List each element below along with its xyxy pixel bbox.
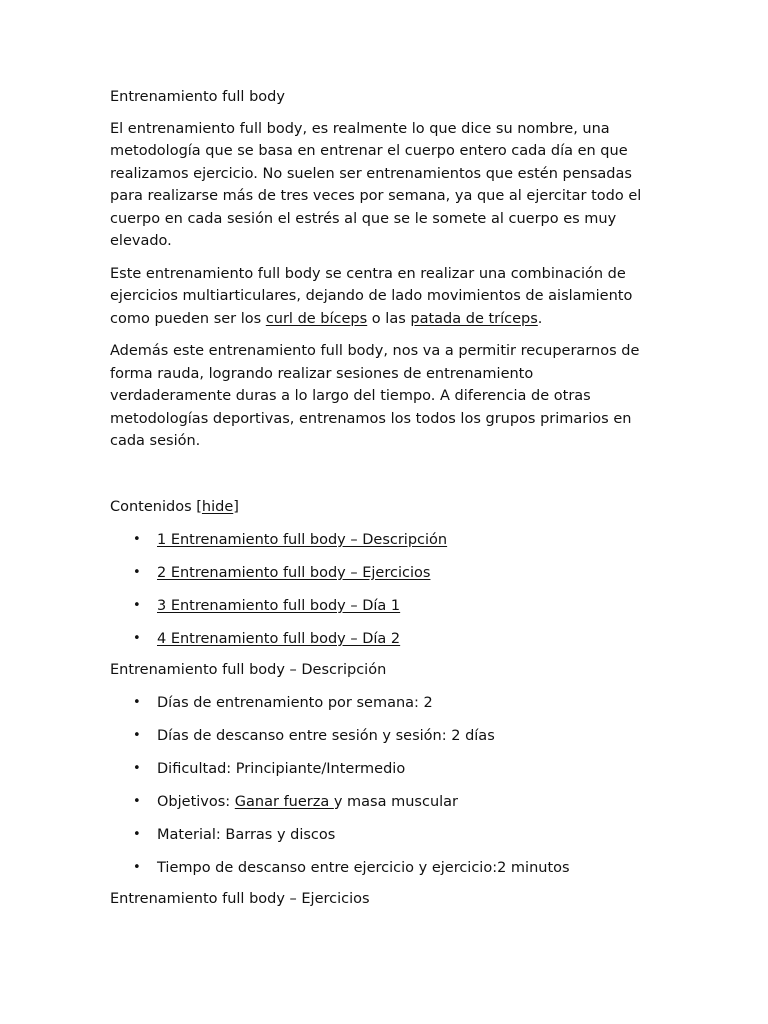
detail-item (110, 791, 648, 814)
contents-label: Contenidos [ (110, 498, 202, 515)
detail-objectives-label: Objetivos: (157, 793, 235, 810)
exercises-paragraph-end: . (537, 310, 543, 327)
detail-difficulty: Dificultad: Principiante/Intermedio (157, 760, 406, 777)
bullet-icon: • (133, 598, 141, 613)
hide-contents-link[interactable]: hide (201, 498, 234, 515)
bullet-icon: • (133, 793, 141, 809)
detail-training-days: Días de entrenamiento por semana: 2 (157, 694, 433, 711)
detail-item (110, 725, 648, 748)
detail-item (110, 857, 648, 880)
toc-link-ejercicios[interactable]: 2 Entrenamiento full body – Ejercicios (157, 565, 431, 581)
toc-link-dia-2[interactable]: 4 Entrenamiento full body – Día 2 (157, 631, 401, 647)
detail-material: Material: Barras y discos (157, 826, 336, 843)
toc-item (110, 529, 648, 552)
detail-item (110, 824, 648, 847)
document-title: Entrenamiento full body (110, 89, 285, 105)
exercises-paragraph-text: Este entrenamiento full body se centra en realizar una combinación de ejercicios multiarticulares, dejando de lado movimientos de aislamiento como pueden ser los (110, 265, 633, 327)
toc-item (110, 562, 648, 585)
contents-label-close: ] (233, 498, 239, 515)
exercises-paragraph-middle: o las (367, 310, 411, 327)
bullet-icon: • (133, 565, 141, 580)
detail-rest-days: Días de descanso entre sesión y sesión: 2 días (157, 727, 495, 744)
toc-item (110, 595, 648, 618)
toc-link-descripcion[interactable]: 1 Entrenamiento full body – Descripción (157, 532, 448, 548)
exercises-paragraph (110, 263, 648, 331)
ganar-fuerza-link[interactable]: Ganar fuerza (234, 793, 334, 810)
bullet-icon: • (133, 694, 141, 710)
detail-item (110, 758, 648, 781)
bullet-icon: • (133, 727, 141, 743)
detail-rest-time: Tiempo de descanso entre ejercicio y ejercicio:2 minutos (157, 859, 570, 876)
bullet-icon: • (133, 859, 141, 875)
toc-link-dia-1[interactable]: 3 Entrenamiento full body – Día 1 (157, 598, 401, 614)
training-details-list (110, 692, 648, 880)
section-title-descripcion: Entrenamiento full body – Descripción (110, 662, 387, 678)
bullet-icon: • (133, 631, 141, 646)
curl-biceps-link[interactable]: curl de bíceps (265, 310, 368, 327)
bullet-icon: • (133, 826, 141, 842)
detail-objectives-rest: y masa muscular (333, 793, 459, 810)
intro-paragraph: El entrenamiento full body, es realmente lo que dice su nombre, una metodología que se basa en entrenar el cuerpo entero cada día en que realizamos ejercicio. No suelen ser entrenamientos que estén pensadas para realizarse más de tres veces por semana, ya que al ejercitar todo el cuerpo en cada sesión el estrés al que se le somete al cuerpo es muy elevado. (110, 120, 642, 249)
patada-triceps-link[interactable]: patada de tríceps (410, 310, 538, 327)
bullet-icon: • (133, 532, 141, 547)
section-title-ejercicios: Entrenamiento full body – Ejercicios (110, 890, 370, 907)
bullet-icon: • (133, 760, 141, 776)
contents-title (110, 496, 648, 519)
toc-item (110, 628, 648, 651)
detail-item (110, 692, 648, 715)
table-of-contents (110, 529, 648, 651)
recovery-paragraph: Además este entrenamiento full body, nos va a permitir recuperarnos de forma rauda, logrando realizar sesiones de entrenamiento verdaderamente duras a lo largo del tiempo. A diferencia de otras metodologías deportivas, entrenamos los todos los grupos primarios en cada sesión. (110, 343, 640, 449)
